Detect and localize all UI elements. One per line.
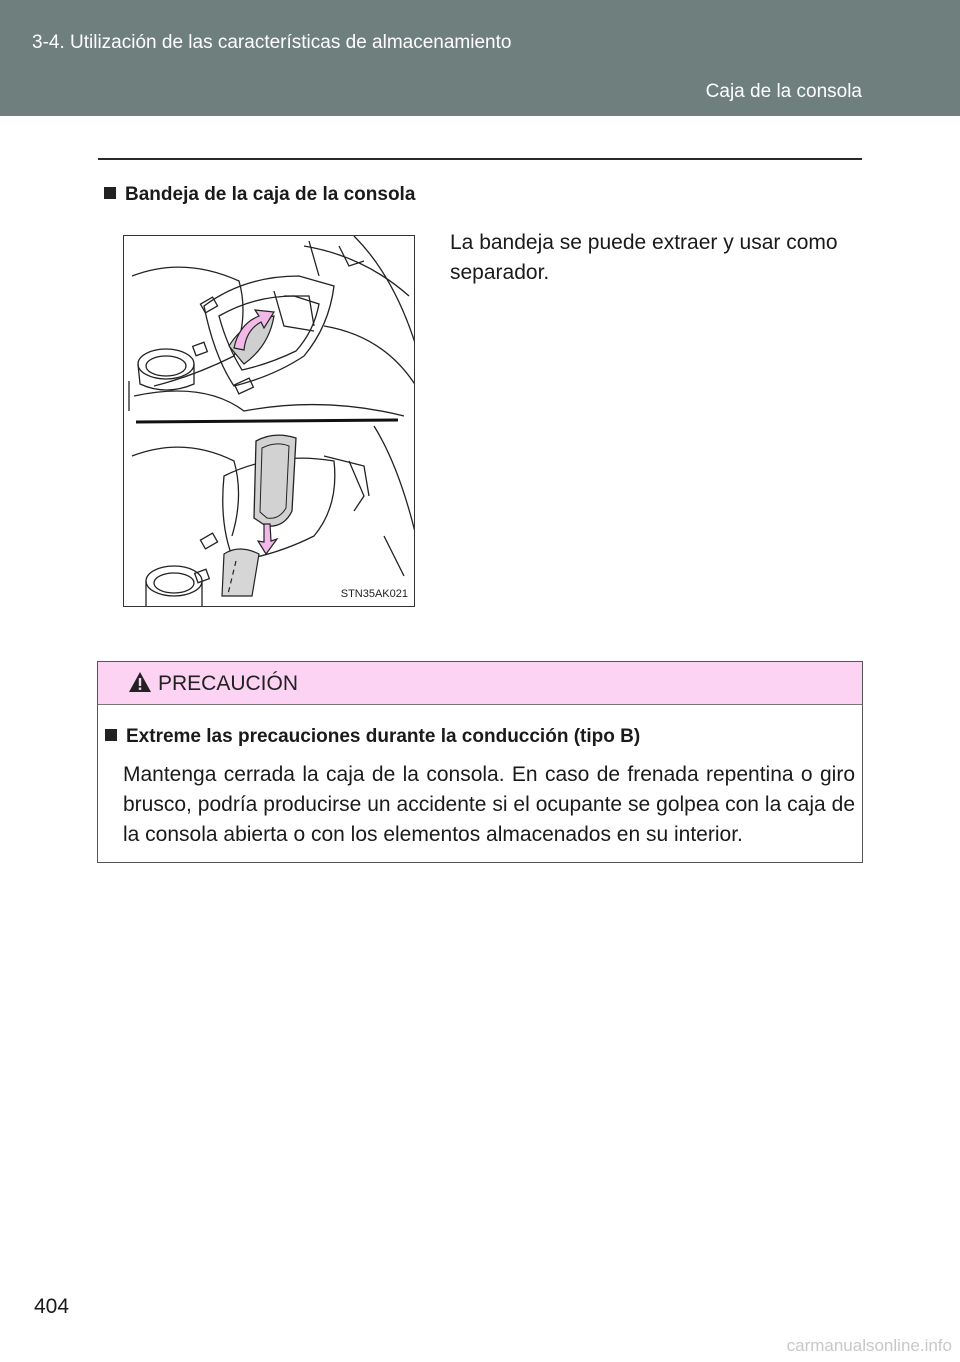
subsection-description: La bandeja se puede extraer y usar como separador. [450,231,838,284]
page-header [0,0,960,116]
console-line-drawing [124,236,415,607]
figure-code: STN35AK021 [340,588,408,600]
caution-box [97,661,863,863]
caution-title-text: Extreme las precauciones durante la conducción (tipo B) [126,726,641,747]
watermark: carmanualsonline.info [786,1336,952,1355]
warning-triangle-icon [128,671,152,693]
chapter-title: 3-4. Utilización de las características de almacenamiento [32,32,512,53]
subsection-heading [104,184,415,206]
caution-title [105,726,640,748]
square-bullet-icon [104,187,116,199]
caution-label: PRECAUCIÓN [158,672,299,695]
header-rule [98,158,862,160]
page-number: 404 [34,1295,70,1318]
section-title: Caja de la consola [705,81,862,102]
caution-body: Mantenga cerrada la caja de la consola. En caso de frenada repentina o giro brusco, podría producirse un accidente si el ocupante se golpea con la caja de la consola abierta o con los elementos almacenados en su interior. [123,763,855,846]
console-tray-illustration [123,235,415,607]
downward-arrow-icon [258,524,277,554]
subsection-title: Bandeja de la caja de la consola [125,184,416,205]
caution-header [98,662,862,705]
square-bullet-icon [105,729,117,741]
